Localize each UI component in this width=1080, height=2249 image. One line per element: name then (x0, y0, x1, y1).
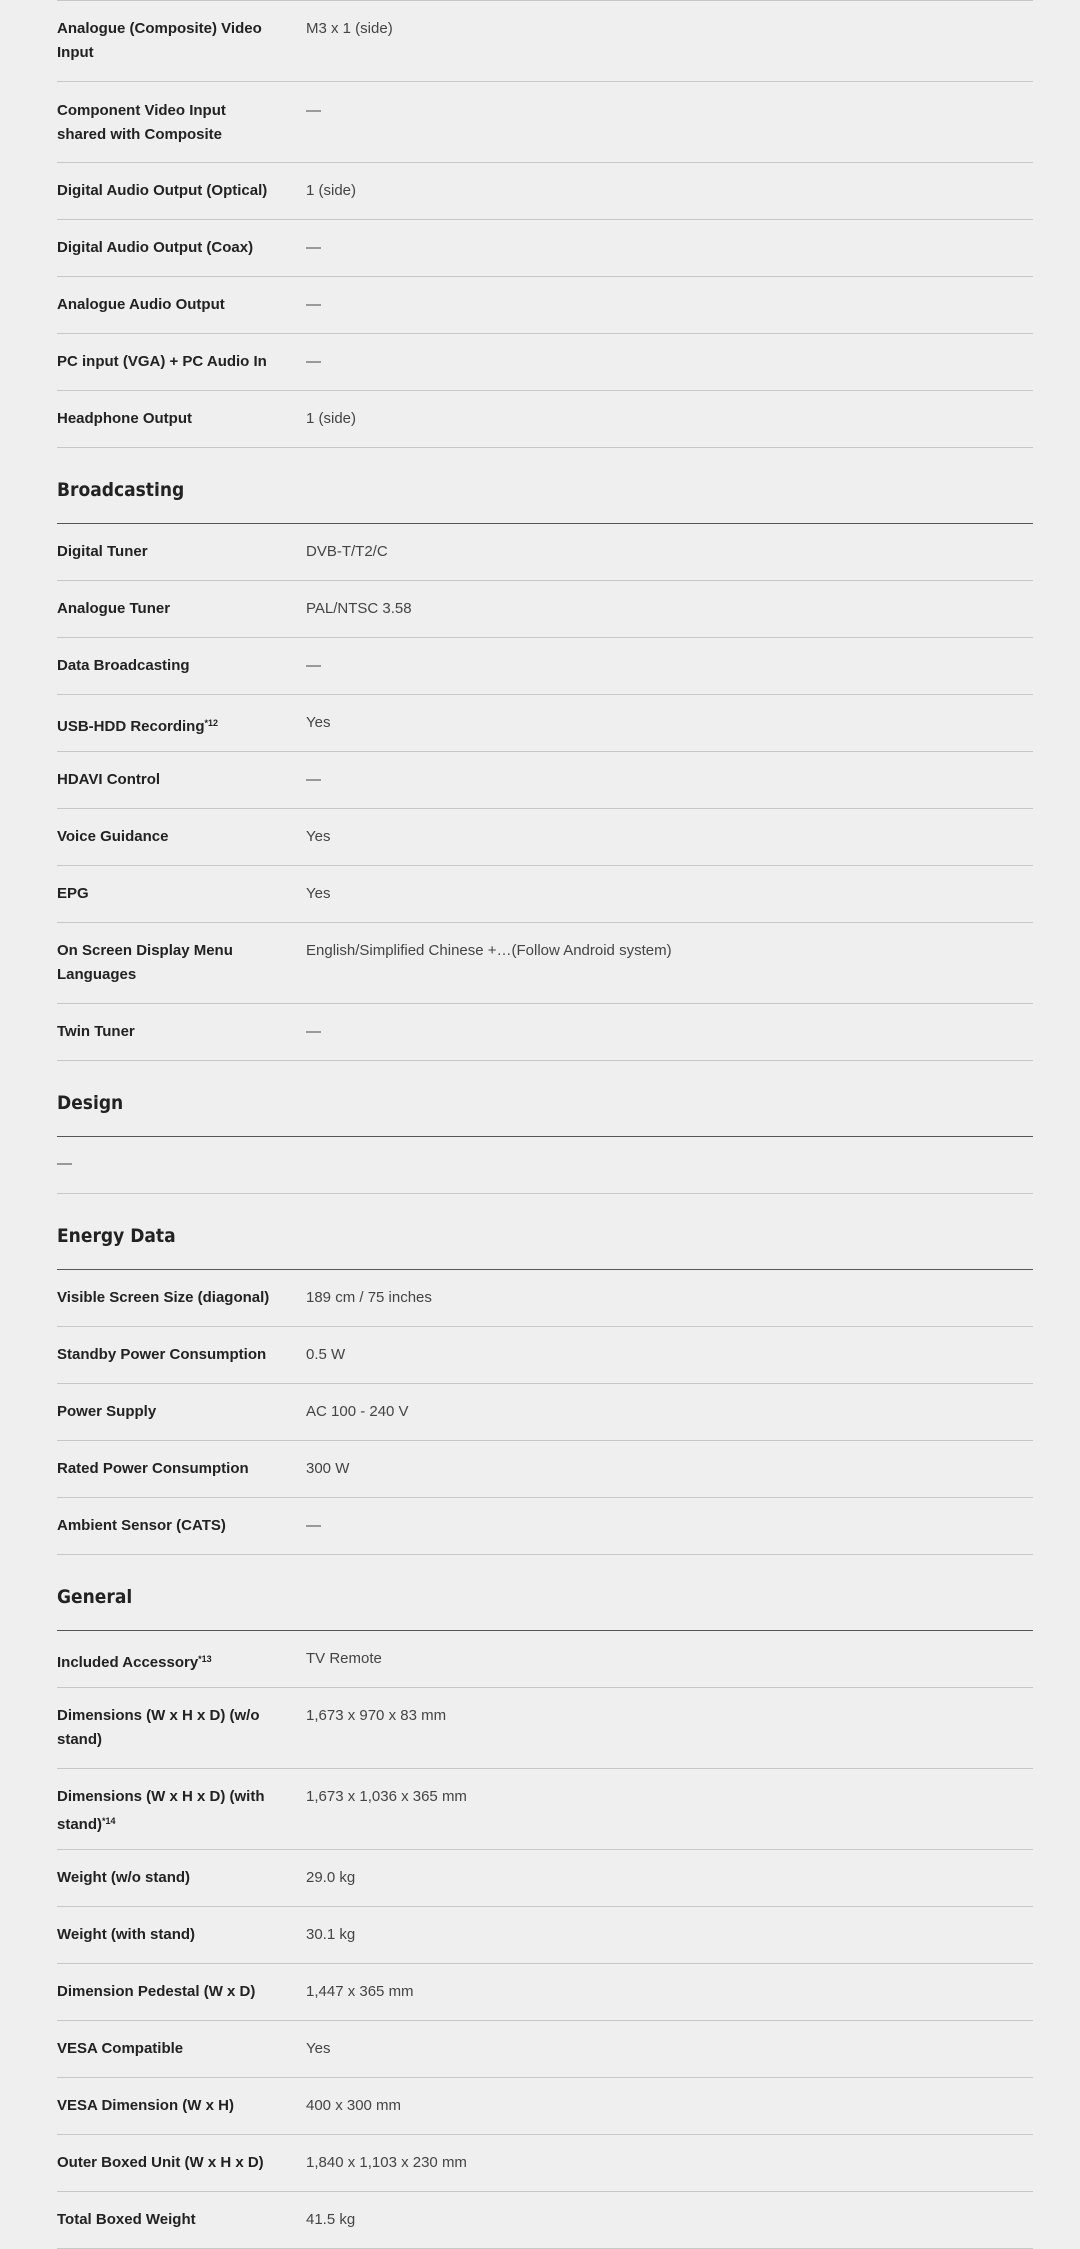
spec-row (57, 0, 1033, 82)
spec-value: — (306, 102, 321, 119)
spec-value: 1,673 x 970 x 83 mm (306, 1707, 447, 1724)
spec-label: Rated Power Consumption (57, 1460, 249, 1477)
spec-table (57, 0, 1033, 2249)
spec-row (57, 2021, 1033, 2078)
spec-row (57, 2078, 1033, 2135)
spec-label: VESA Dimension (W x H) (57, 2097, 234, 2114)
spec-row (57, 220, 1033, 277)
spec-row (57, 1270, 1033, 1327)
spec-row (57, 277, 1033, 334)
footnote-ref: *13 (198, 1654, 212, 1664)
spec-label: Weight (w/o stand) (57, 1869, 191, 1886)
spec-value: TV Remote (306, 1650, 382, 1667)
spec-row (57, 1631, 1033, 1688)
spec-label: Component Video Input shared with Composite (57, 102, 226, 143)
spec-row (57, 581, 1033, 638)
spec-row (57, 1964, 1033, 2021)
spec-label-text: USB-HDD Recording (57, 718, 205, 735)
spec-value: 1,447 x 365 mm (306, 1983, 414, 2000)
spec-value: DVB-T/T2/C (306, 543, 388, 560)
spec-value: 189 cm / 75 inches (306, 1289, 432, 1306)
spec-label: Standby Power Consumption (57, 1346, 267, 1363)
spec-label (57, 1785, 287, 1837)
spec-row (57, 524, 1033, 581)
spec-row (57, 1384, 1033, 1441)
spec-value: 41.5 kg (306, 2211, 356, 2228)
spec-row (57, 1907, 1033, 1964)
spec-row (57, 1769, 1033, 1850)
spec-value: Yes (306, 714, 331, 731)
spec-row (57, 2192, 1033, 2249)
spec-value: Yes (306, 2040, 331, 2057)
spec-row (57, 1688, 1033, 1769)
spec-row (57, 866, 1033, 923)
spec-row (57, 1850, 1033, 1907)
spec-label: Total Boxed Weight (57, 2211, 196, 2228)
spec-label: Dimensions (W x H x D) (w/o stand) (57, 1707, 260, 1748)
footnote-ref: *12 (204, 718, 219, 728)
spec-label: Digital Tuner (57, 543, 148, 560)
spec-label: HDAVI Control (57, 771, 161, 788)
section-heading-broadcasting: Broadcasting (57, 448, 1033, 524)
spec-label: PC input (VGA) + PC Audio In (57, 353, 267, 370)
spec-label: Headphone Output (57, 410, 192, 427)
spec-label: Analogue Audio Output (57, 296, 225, 313)
spec-value: 29.0 kg (306, 1869, 356, 1886)
spec-row (57, 334, 1033, 391)
spec-value: 1,840 x 1,103 x 230 mm (306, 2154, 467, 2171)
spec-value: — (306, 771, 321, 788)
spec-value: — (306, 353, 321, 370)
spec-label: Voice Guidance (57, 828, 169, 845)
spec-row (57, 1498, 1033, 1555)
spec-value: 1 (side) (306, 410, 357, 427)
spec-value: 1 (side) (306, 182, 357, 199)
spec-row (57, 923, 1033, 1004)
section-heading-general: General (57, 1555, 1033, 1631)
spec-label: Digital Audio Output (Coax) (57, 239, 254, 256)
spec-label: Visible Screen Size (diagonal) (57, 1289, 270, 1306)
spec-value: PAL/NTSC 3.58 (306, 600, 412, 617)
spec-value: — (306, 296, 321, 313)
spec-row (57, 695, 1033, 752)
spec-row (57, 752, 1033, 809)
spec-label: Weight (with stand) (57, 1926, 196, 1943)
spec-row (57, 1441, 1033, 1498)
spec-label: Analogue (Composite) Video Input (57, 20, 262, 61)
spec-value: English/Simplified Chinese +…(Follow Android system) (306, 942, 672, 959)
spec-value: Yes (306, 828, 331, 845)
spec-value: — (306, 1517, 321, 1534)
spec-value: 1,673 x 1,036 x 365 mm (306, 1788, 467, 1805)
spec-value: — (306, 239, 321, 256)
spec-label: EPG (57, 885, 89, 902)
spec-row (57, 809, 1033, 866)
spec-label (57, 711, 287, 739)
footnote-ref: *14 (102, 1816, 116, 1826)
spec-value: 0.5 W (306, 1346, 346, 1363)
spec-value: 400 x 300 mm (306, 2097, 402, 2114)
spec-row (57, 1327, 1033, 1384)
spec-value: 300 W (306, 1460, 350, 1477)
spec-label: Data Broadcasting (57, 657, 190, 674)
spec-value: — (306, 1023, 321, 1040)
spec-label: Ambient Sensor (CATS) (57, 1517, 226, 1534)
spec-row (57, 391, 1033, 448)
spec-label-text: Included Accessory (57, 1654, 199, 1671)
section-heading-energy-data: Energy Data (57, 1194, 1033, 1270)
spec-label: On Screen Display Menu Languages (57, 942, 233, 983)
spec-row (57, 163, 1033, 220)
spec-value: Yes (306, 885, 331, 902)
spec-label: Twin Tuner (57, 1023, 135, 1040)
spec-value: AC 100 - 240 V (306, 1403, 409, 1420)
spec-row (57, 1004, 1033, 1061)
spec-row (57, 638, 1033, 695)
spec-label: VESA Compatible (57, 2040, 184, 2057)
section-heading-design: Design (57, 1061, 1033, 1137)
spec-label-text: Dimensions (W x H x D) (with stand) (57, 1788, 265, 1833)
spec-row (57, 82, 1033, 163)
design-value: — (57, 1137, 1033, 1194)
spec-label (57, 1647, 287, 1675)
spec-label: Power Supply (57, 1403, 157, 1420)
spec-value: 30.1 kg (306, 1926, 356, 1943)
spec-value: M3 x 1 (side) (306, 20, 393, 37)
spec-value: — (306, 657, 321, 674)
spec-label: Outer Boxed Unit (W x H x D) (57, 2154, 264, 2171)
spec-label: Analogue Tuner (57, 600, 171, 617)
spec-row (57, 2135, 1033, 2192)
spec-label: Dimension Pedestal (W x D) (57, 1983, 256, 2000)
spec-label: Digital Audio Output (Optical) (57, 182, 268, 199)
